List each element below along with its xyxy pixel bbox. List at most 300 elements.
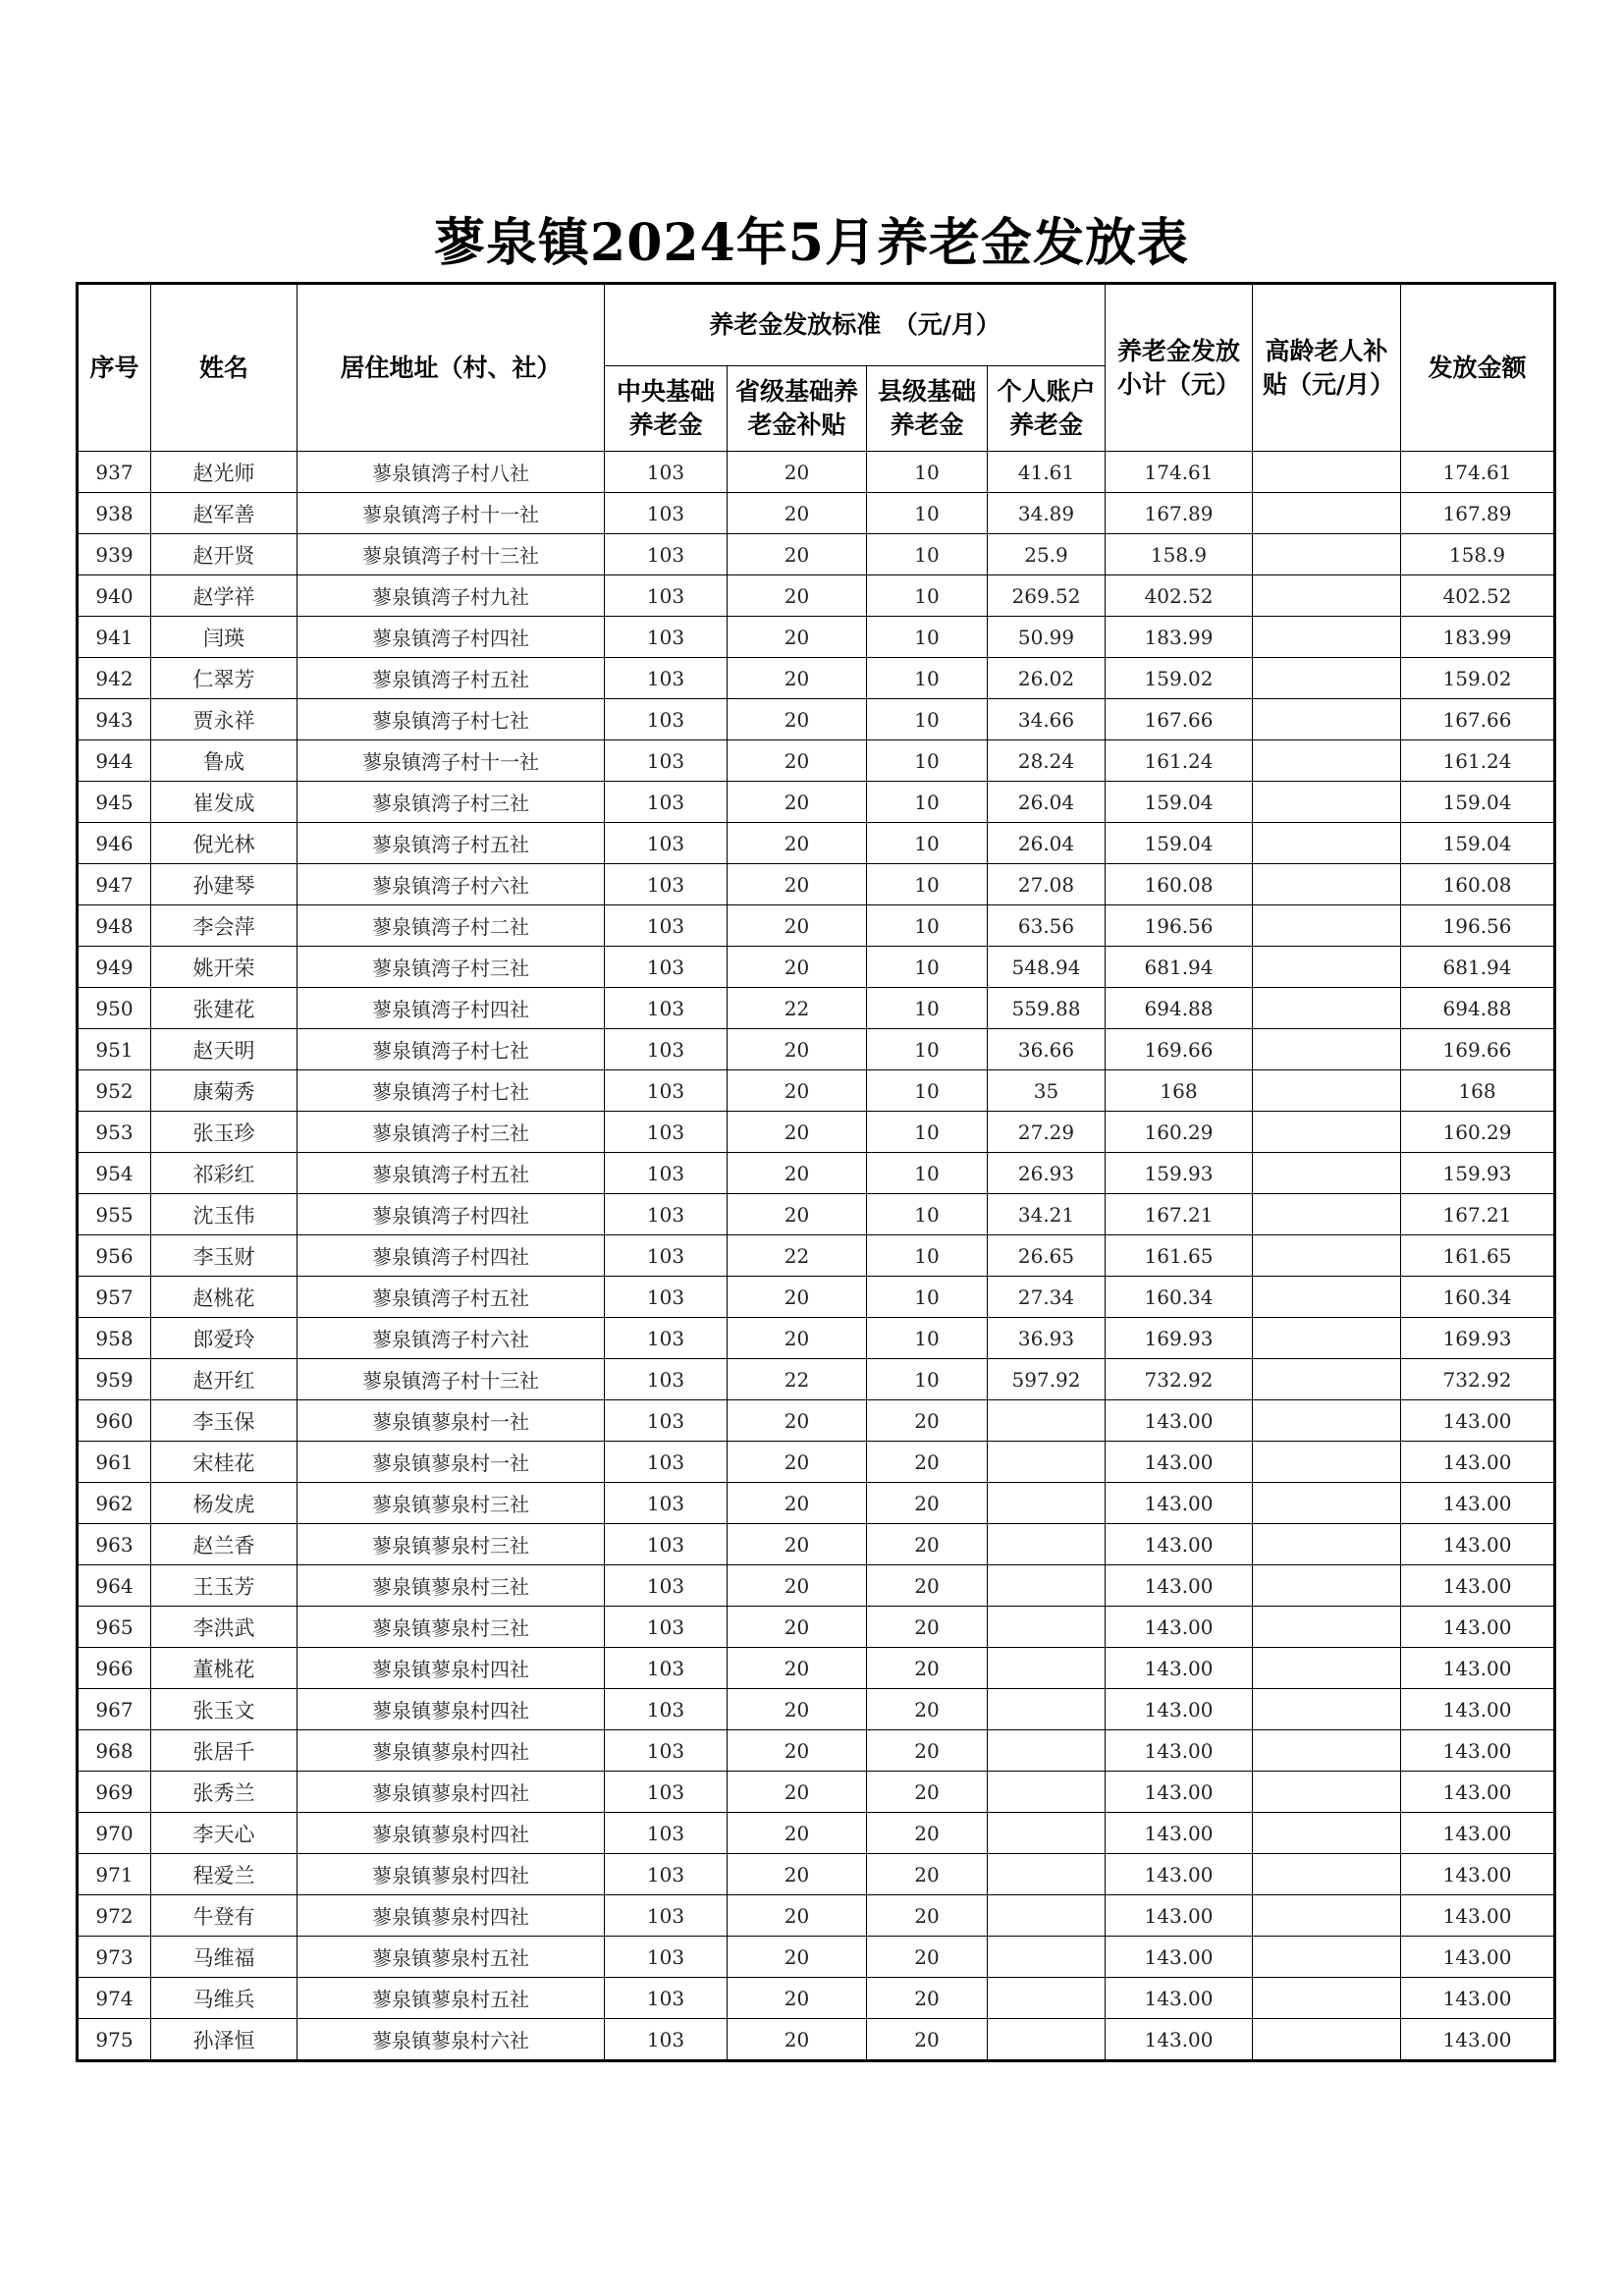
- cell-name: 马维兵: [151, 1978, 298, 2019]
- cell-elderly-subsidy: [1253, 617, 1401, 658]
- cell-seq: 969: [78, 1772, 151, 1813]
- cell-subtotal: 159.04: [1106, 823, 1253, 864]
- cell-county: 10: [867, 1194, 988, 1235]
- cell-elderly-subsidy: [1253, 1400, 1401, 1442]
- cell-elderly-subsidy: [1253, 658, 1401, 699]
- cell-seq: 950: [78, 988, 151, 1029]
- cell-name: 贾永祥: [151, 699, 298, 740]
- cell-name: 沈玉伟: [151, 1194, 298, 1235]
- cell-amount: 159.02: [1401, 658, 1555, 699]
- cell-address: 蓼泉镇湾子村五社: [298, 658, 605, 699]
- cell-name: 张秀兰: [151, 1772, 298, 1813]
- table-row: [78, 493, 1555, 534]
- cell-subtotal: 143.00: [1106, 1442, 1253, 1483]
- header-central: 中央基础养老金: [605, 366, 728, 452]
- cell-address: 蓼泉镇湾子村六社: [298, 864, 605, 905]
- cell-personal: [988, 1937, 1106, 1978]
- cell-provincial: 20: [728, 575, 867, 617]
- cell-elderly-subsidy: [1253, 1648, 1401, 1689]
- cell-central: 103: [605, 1235, 728, 1277]
- table-row: [78, 1524, 1555, 1565]
- cell-county: 10: [867, 617, 988, 658]
- cell-central: 103: [605, 1277, 728, 1318]
- cell-county: 10: [867, 905, 988, 947]
- cell-seq: 960: [78, 1400, 151, 1442]
- cell-elderly-subsidy: [1253, 1318, 1401, 1359]
- cell-county: 20: [867, 1565, 988, 1607]
- cell-seq: 945: [78, 782, 151, 823]
- cell-elderly-subsidy: [1253, 1524, 1401, 1565]
- cell-address: 蓼泉镇湾子村四社: [298, 988, 605, 1029]
- cell-address: 蓼泉镇湾子村三社: [298, 782, 605, 823]
- cell-central: 103: [605, 1400, 728, 1442]
- cell-amount: 143.00: [1401, 2019, 1555, 2061]
- cell-personal: [988, 2019, 1106, 2061]
- cell-name: 宋桂花: [151, 1442, 298, 1483]
- cell-central: 103: [605, 1607, 728, 1648]
- cell-amount: 167.89: [1401, 493, 1555, 534]
- cell-amount: 143.00: [1401, 1813, 1555, 1854]
- cell-elderly-subsidy: [1253, 1029, 1401, 1070]
- cell-amount: 143.00: [1401, 1442, 1555, 1483]
- cell-county: 10: [867, 534, 988, 575]
- cell-name: 李玉财: [151, 1235, 298, 1277]
- cell-name: 李洪武: [151, 1607, 298, 1648]
- table-row: [78, 988, 1555, 1029]
- cell-provincial: 20: [728, 1730, 867, 1772]
- table-row: [78, 1235, 1555, 1277]
- cell-provincial: 22: [728, 1235, 867, 1277]
- cell-amount: 160.34: [1401, 1277, 1555, 1318]
- cell-county: 20: [867, 1772, 988, 1813]
- cell-provincial: 22: [728, 1359, 867, 1400]
- cell-personal: [988, 1400, 1106, 1442]
- cell-central: 103: [605, 534, 728, 575]
- cell-provincial: 20: [728, 1854, 867, 1895]
- cell-county: 20: [867, 1400, 988, 1442]
- cell-subtotal: 160.08: [1106, 864, 1253, 905]
- cell-address: 蓼泉镇蓼泉村六社: [298, 2019, 605, 2061]
- cell-address: 蓼泉镇蓼泉村四社: [298, 1648, 605, 1689]
- cell-name: 张建花: [151, 988, 298, 1029]
- cell-personal: [988, 1607, 1106, 1648]
- table-row: [78, 2019, 1555, 2061]
- cell-amount: 143.00: [1401, 1524, 1555, 1565]
- cell-amount: 159.04: [1401, 782, 1555, 823]
- cell-personal: [988, 1730, 1106, 1772]
- table-row: [78, 617, 1555, 658]
- cell-amount: 169.93: [1401, 1318, 1555, 1359]
- table-row: [78, 864, 1555, 905]
- cell-central: 103: [605, 1483, 728, 1524]
- cell-county: 10: [867, 864, 988, 905]
- cell-amount: 183.99: [1401, 617, 1555, 658]
- cell-address: 蓼泉镇湾子村二社: [298, 905, 605, 947]
- cell-amount: 143.00: [1401, 1689, 1555, 1730]
- cell-seq: 955: [78, 1194, 151, 1235]
- cell-address: 蓼泉镇蓼泉村四社: [298, 1730, 605, 1772]
- cell-subtotal: 143.00: [1106, 1772, 1253, 1813]
- table-row: [78, 575, 1555, 617]
- cell-seq: 943: [78, 699, 151, 740]
- cell-address: 蓼泉镇湾子村十一社: [298, 740, 605, 782]
- cell-name: 赵桃花: [151, 1277, 298, 1318]
- cell-provincial: 20: [728, 947, 867, 988]
- cell-name: 赵开红: [151, 1359, 298, 1400]
- cell-subtotal: 159.93: [1106, 1153, 1253, 1194]
- table-row: [78, 658, 1555, 699]
- cell-address: 蓼泉镇湾子村三社: [298, 1112, 605, 1153]
- cell-seq: 964: [78, 1565, 151, 1607]
- cell-amount: 402.52: [1401, 575, 1555, 617]
- cell-amount: 143.00: [1401, 1483, 1555, 1524]
- cell-subtotal: 159.02: [1106, 658, 1253, 699]
- cell-amount: 167.66: [1401, 699, 1555, 740]
- cell-address: 蓼泉镇湾子村五社: [298, 1153, 605, 1194]
- cell-subtotal: 143.00: [1106, 1854, 1253, 1895]
- cell-address: 蓼泉镇蓼泉村四社: [298, 1895, 605, 1937]
- cell-seq: 968: [78, 1730, 151, 1772]
- cell-elderly-subsidy: [1253, 1194, 1401, 1235]
- cell-county: 10: [867, 1318, 988, 1359]
- table-row: [78, 1772, 1555, 1813]
- cell-personal: 26.04: [988, 782, 1106, 823]
- cell-amount: 732.92: [1401, 1359, 1555, 1400]
- cell-seq: 954: [78, 1153, 151, 1194]
- cell-elderly-subsidy: [1253, 1978, 1401, 2019]
- cell-personal: [988, 1978, 1106, 2019]
- cell-provincial: 20: [728, 1648, 867, 1689]
- cell-subtotal: 158.9: [1106, 534, 1253, 575]
- cell-subtotal: 143.00: [1106, 2019, 1253, 2061]
- table-row: [78, 1112, 1555, 1153]
- cell-address: 蓼泉镇蓼泉村四社: [298, 1813, 605, 1854]
- cell-subtotal: 402.52: [1106, 575, 1253, 617]
- cell-amount: 161.65: [1401, 1235, 1555, 1277]
- cell-seq: 972: [78, 1895, 151, 1937]
- table-row: [78, 1442, 1555, 1483]
- cell-central: 103: [605, 1359, 728, 1400]
- cell-county: 20: [867, 1607, 988, 1648]
- cell-provincial: 20: [728, 1442, 867, 1483]
- cell-name: 李会萍: [151, 905, 298, 947]
- cell-name: 崔发成: [151, 782, 298, 823]
- cell-central: 103: [605, 1112, 728, 1153]
- table-row: [78, 1359, 1555, 1400]
- cell-personal: 50.99: [988, 617, 1106, 658]
- cell-county: 20: [867, 1483, 988, 1524]
- cell-name: 仁翠芳: [151, 658, 298, 699]
- table-row: [78, 1648, 1555, 1689]
- cell-central: 103: [605, 658, 728, 699]
- cell-amount: 143.00: [1401, 1730, 1555, 1772]
- cell-personal: [988, 1854, 1106, 1895]
- table-row: [78, 452, 1555, 493]
- cell-elderly-subsidy: [1253, 1277, 1401, 1318]
- cell-personal: [988, 1772, 1106, 1813]
- cell-elderly-subsidy: [1253, 988, 1401, 1029]
- header-county: 县级基础养老金: [867, 366, 988, 452]
- page-title: 蓼泉镇2024年5月养老金发放表: [434, 213, 1189, 273]
- cell-name: 赵军善: [151, 493, 298, 534]
- cell-name: 闫瑛: [151, 617, 298, 658]
- cell-name: 赵光师: [151, 452, 298, 493]
- cell-subtotal: 169.66: [1106, 1029, 1253, 1070]
- cell-amount: 143.00: [1401, 1607, 1555, 1648]
- pension-table: [76, 282, 1556, 2062]
- cell-central: 103: [605, 1895, 728, 1937]
- cell-personal: 26.04: [988, 823, 1106, 864]
- cell-name: 董桃花: [151, 1648, 298, 1689]
- cell-subtotal: 143.00: [1106, 1813, 1253, 1854]
- cell-personal: 28.24: [988, 740, 1106, 782]
- cell-subtotal: 732.92: [1106, 1359, 1253, 1400]
- table-row: [78, 1277, 1555, 1318]
- cell-address: 蓼泉镇蓼泉村四社: [298, 1689, 605, 1730]
- cell-central: 103: [605, 1854, 728, 1895]
- cell-subtotal: 167.89: [1106, 493, 1253, 534]
- cell-subtotal: 143.00: [1106, 1978, 1253, 2019]
- cell-subtotal: 196.56: [1106, 905, 1253, 947]
- cell-subtotal: 143.00: [1106, 1648, 1253, 1689]
- cell-amount: 143.00: [1401, 1565, 1555, 1607]
- table-body: [78, 452, 1555, 2061]
- cell-seq: 948: [78, 905, 151, 947]
- cell-subtotal: 143.00: [1106, 1565, 1253, 1607]
- cell-address: 蓼泉镇湾子村七社: [298, 699, 605, 740]
- cell-amount: 160.08: [1401, 864, 1555, 905]
- cell-subtotal: 143.00: [1106, 1483, 1253, 1524]
- cell-central: 103: [605, 493, 728, 534]
- cell-subtotal: 167.66: [1106, 699, 1253, 740]
- cell-address: 蓼泉镇湾子村八社: [298, 452, 605, 493]
- cell-elderly-subsidy: [1253, 452, 1401, 493]
- header-address: 居住地址（村、社）: [298, 284, 605, 452]
- cell-amount: 168: [1401, 1070, 1555, 1112]
- cell-personal: 559.88: [988, 988, 1106, 1029]
- cell-county: 10: [867, 658, 988, 699]
- table-row: [78, 1689, 1555, 1730]
- header-elderly-subsidy: 高龄老人补贴（元/月）: [1253, 284, 1401, 452]
- cell-personal: 34.66: [988, 699, 1106, 740]
- cell-address: 蓼泉镇湾子村五社: [298, 823, 605, 864]
- cell-personal: 36.66: [988, 1029, 1106, 1070]
- cell-central: 103: [605, 905, 728, 947]
- cell-personal: 27.34: [988, 1277, 1106, 1318]
- cell-seq: 970: [78, 1813, 151, 1854]
- cell-subtotal: 161.24: [1106, 740, 1253, 782]
- cell-county: 10: [867, 947, 988, 988]
- cell-elderly-subsidy: [1253, 575, 1401, 617]
- cell-amount: 143.00: [1401, 1772, 1555, 1813]
- cell-elderly-subsidy: [1253, 1153, 1401, 1194]
- cell-name: 王玉芳: [151, 1565, 298, 1607]
- cell-personal: [988, 1442, 1106, 1483]
- cell-address: 蓼泉镇湾子村十三社: [298, 534, 605, 575]
- table-row: [78, 534, 1555, 575]
- cell-elderly-subsidy: [1253, 864, 1401, 905]
- cell-name: 赵天明: [151, 1029, 298, 1070]
- cell-address: 蓼泉镇湾子村五社: [298, 1277, 605, 1318]
- cell-subtotal: 143.00: [1106, 1524, 1253, 1565]
- cell-central: 103: [605, 988, 728, 1029]
- cell-elderly-subsidy: [1253, 2019, 1401, 2061]
- cell-personal: [988, 1648, 1106, 1689]
- cell-subtotal: 167.21: [1106, 1194, 1253, 1235]
- cell-county: 10: [867, 1112, 988, 1153]
- cell-personal: [988, 1895, 1106, 1937]
- cell-central: 103: [605, 2019, 728, 2061]
- cell-address: 蓼泉镇蓼泉村三社: [298, 1607, 605, 1648]
- table-row: [78, 1400, 1555, 1442]
- cell-name: 祁彩红: [151, 1153, 298, 1194]
- cell-elderly-subsidy: [1253, 1937, 1401, 1978]
- cell-county: 10: [867, 575, 988, 617]
- cell-personal: 27.29: [988, 1112, 1106, 1153]
- cell-seq: 961: [78, 1442, 151, 1483]
- cell-seq: 953: [78, 1112, 151, 1153]
- header-amount: 发放金额: [1401, 284, 1555, 452]
- cell-amount: 681.94: [1401, 947, 1555, 988]
- cell-provincial: 20: [728, 1689, 867, 1730]
- cell-subtotal: 143.00: [1106, 1400, 1253, 1442]
- cell-seq: 942: [78, 658, 151, 699]
- cell-personal: 269.52: [988, 575, 1106, 617]
- cell-seq: 973: [78, 1937, 151, 1978]
- cell-central: 103: [605, 1813, 728, 1854]
- cell-address: 蓼泉镇蓼泉村三社: [298, 1524, 605, 1565]
- cell-central: 103: [605, 1772, 728, 1813]
- cell-seq: 946: [78, 823, 151, 864]
- cell-elderly-subsidy: [1253, 1565, 1401, 1607]
- cell-seq: 971: [78, 1854, 151, 1895]
- cell-name: 鲁成: [151, 740, 298, 782]
- header-standard-group: 养老金发放标准 （元/月）: [605, 284, 1106, 366]
- table-row: [78, 1194, 1555, 1235]
- cell-county: 10: [867, 1153, 988, 1194]
- cell-provincial: 20: [728, 905, 867, 947]
- cell-provincial: 20: [728, 1607, 867, 1648]
- cell-name: 李天心: [151, 1813, 298, 1854]
- cell-seq: 959: [78, 1359, 151, 1400]
- cell-personal: 26.65: [988, 1235, 1106, 1277]
- cell-amount: 143.00: [1401, 1937, 1555, 1978]
- cell-address: 蓼泉镇湾子村九社: [298, 575, 605, 617]
- cell-elderly-subsidy: [1253, 782, 1401, 823]
- cell-provincial: 20: [728, 864, 867, 905]
- cell-county: 10: [867, 1235, 988, 1277]
- table-row: [78, 1318, 1555, 1359]
- cell-provincial: 20: [728, 1277, 867, 1318]
- cell-county: 20: [867, 2019, 988, 2061]
- cell-personal: 548.94: [988, 947, 1106, 988]
- cell-provincial: 20: [728, 1895, 867, 1937]
- cell-county: 10: [867, 1277, 988, 1318]
- cell-subtotal: 169.93: [1106, 1318, 1253, 1359]
- table-row: [78, 905, 1555, 947]
- cell-address: 蓼泉镇蓼泉村四社: [298, 1854, 605, 1895]
- cell-elderly-subsidy: [1253, 823, 1401, 864]
- cell-address: 蓼泉镇蓼泉村五社: [298, 1978, 605, 2019]
- cell-provincial: 20: [728, 617, 867, 658]
- cell-county: 20: [867, 1648, 988, 1689]
- cell-seq: 937: [78, 452, 151, 493]
- cell-amount: 158.9: [1401, 534, 1555, 575]
- table-row: [78, 1730, 1555, 1772]
- cell-personal: 27.08: [988, 864, 1106, 905]
- cell-provincial: 20: [728, 1318, 867, 1359]
- table-row: [78, 1813, 1555, 1854]
- cell-provincial: 20: [728, 1153, 867, 1194]
- table-header: [78, 284, 1555, 452]
- cell-name: 张玉文: [151, 1689, 298, 1730]
- cell-seq: 962: [78, 1483, 151, 1524]
- cell-address: 蓼泉镇湾子村六社: [298, 1318, 605, 1359]
- cell-seq: 940: [78, 575, 151, 617]
- cell-provincial: 20: [728, 823, 867, 864]
- cell-subtotal: 159.04: [1106, 782, 1253, 823]
- cell-provincial: 20: [728, 534, 867, 575]
- cell-amount: 167.21: [1401, 1194, 1555, 1235]
- table-row: [78, 1854, 1555, 1895]
- cell-county: 10: [867, 823, 988, 864]
- cell-elderly-subsidy: [1253, 1070, 1401, 1112]
- cell-provincial: 20: [728, 782, 867, 823]
- cell-subtotal: 681.94: [1106, 947, 1253, 988]
- cell-seq: 956: [78, 1235, 151, 1277]
- cell-personal: 36.93: [988, 1318, 1106, 1359]
- cell-address: 蓼泉镇蓼泉村四社: [298, 1772, 605, 1813]
- table-row: [78, 1565, 1555, 1607]
- cell-name: 张居千: [151, 1730, 298, 1772]
- cell-elderly-subsidy: [1253, 1772, 1401, 1813]
- cell-address: 蓼泉镇湾子村四社: [298, 1194, 605, 1235]
- cell-seq: 958: [78, 1318, 151, 1359]
- cell-elderly-subsidy: [1253, 1112, 1401, 1153]
- cell-provincial: 20: [728, 658, 867, 699]
- cell-subtotal: 168: [1106, 1070, 1253, 1112]
- table-row: [78, 823, 1555, 864]
- cell-central: 103: [605, 1070, 728, 1112]
- cell-provincial: 20: [728, 699, 867, 740]
- cell-amount: 143.00: [1401, 1978, 1555, 2019]
- cell-elderly-subsidy: [1253, 1442, 1401, 1483]
- cell-provincial: 20: [728, 1813, 867, 1854]
- cell-central: 103: [605, 1442, 728, 1483]
- cell-provincial: 20: [728, 1978, 867, 2019]
- header-provincial: 省级基础养老金补贴: [728, 366, 867, 452]
- cell-central: 103: [605, 1937, 728, 1978]
- table-row: [78, 1607, 1555, 1648]
- cell-provincial: 20: [728, 1772, 867, 1813]
- cell-county: 10: [867, 1029, 988, 1070]
- table-row: [78, 1978, 1555, 2019]
- cell-seq: 949: [78, 947, 151, 988]
- cell-central: 103: [605, 1318, 728, 1359]
- cell-personal: [988, 1813, 1106, 1854]
- cell-personal: 34.21: [988, 1194, 1106, 1235]
- cell-central: 103: [605, 452, 728, 493]
- table-row: [78, 740, 1555, 782]
- cell-address: 蓼泉镇湾子村七社: [298, 1029, 605, 1070]
- cell-elderly-subsidy: [1253, 534, 1401, 575]
- cell-name: 牛登有: [151, 1895, 298, 1937]
- cell-seq: 952: [78, 1070, 151, 1112]
- cell-name: 郎爱玲: [151, 1318, 298, 1359]
- cell-central: 103: [605, 782, 728, 823]
- cell-subtotal: 160.29: [1106, 1112, 1253, 1153]
- cell-subtotal: 174.61: [1106, 452, 1253, 493]
